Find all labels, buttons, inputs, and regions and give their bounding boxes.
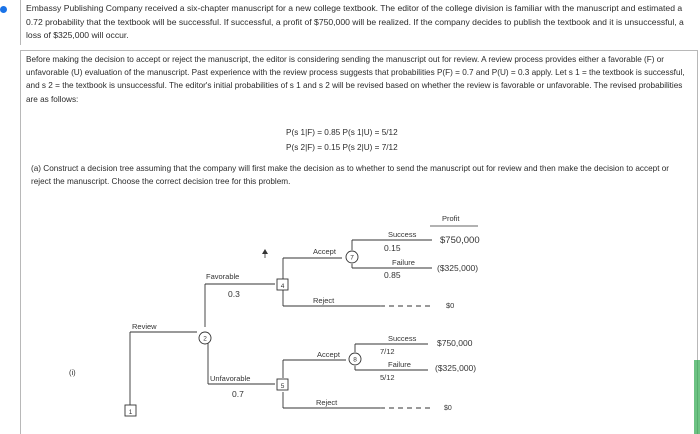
node-8-number: 8 (353, 356, 357, 364)
profit-failure-top: ($325,000) (437, 263, 479, 273)
success-top-prob: 0.15 (384, 243, 401, 253)
favorable-label: Favorable (206, 272, 240, 281)
success-bottom-label: Success (388, 334, 417, 343)
node-2-number: 2 (203, 335, 207, 343)
reject-top-label: Reject (313, 296, 335, 305)
profit-failure-bottom: ($325,000) (435, 363, 477, 373)
node-7-number: 7 (350, 254, 354, 262)
failure-top-label: Failure (392, 258, 415, 267)
node-1-number: 1 (128, 409, 133, 416)
question-a: (a) Construct a decision tree assuming that the company will first make the decision as to whether to send the manuscript out for review and then make the decision to accept or reject the manuscript. Choose the correct decision tree for this problem. (31, 164, 670, 186)
problem-intro: Embassy Publishing Company received a six-chapter manuscript for a new college textbook. The editor of the college division is familiar with the manuscript and estimated a 0.72 probability that the textbook will be successful. If successful, a profit of $750,000 will be realized. If the company decides to publish the textbook and it is unsuccessful, a loss of $325,000 will occur. (20, 0, 694, 45)
profit-success-bottom: $750,000 (437, 338, 473, 348)
review-label: Review (132, 322, 157, 331)
unfavorable-label: Unfavorable (210, 374, 251, 383)
profit-success-top: $750,000 (440, 235, 480, 246)
failure-top-prob: 0.85 (384, 270, 401, 280)
review-paragraph: Before making the decision to accept or reject the manuscript, the editor is considering sending the manuscript out for review. A review process provides either a favorable (F) or unfavorable (U) evaluation of the manuscript. Past experience with the review process suggests that probabilities P(F) = 0.7 and P(U) = 0.3 apply. Let s 1 = the textbook is successful, and s 2 = the textbook is unsuccessful. The editor's initial probabilities of s 1 and s 2 will be revised based on whether the review is favorable or unfavorable. The revised probabilities are as follows: (26, 55, 685, 104)
profit-header: Profit (442, 214, 460, 223)
success-bottom-prob: 7/12 (380, 347, 395, 356)
option-label[interactable]: (i) (69, 368, 76, 377)
profit-reject-top: $0 (446, 301, 455, 310)
unfavorable-prob: 0.7 (232, 389, 244, 399)
favorable-prob: 0.3 (228, 289, 240, 299)
node-4-number: 4 (280, 283, 285, 290)
prob-line-2: P(s 2|F) = 0.15 P(s 2|U) = 7/12 (286, 143, 398, 152)
profit-reject-bottom: $0 (444, 405, 452, 412)
failure-bottom-prob: 5/12 (380, 373, 395, 382)
reject-bottom-label: Reject (316, 398, 338, 407)
prob-line-1: P(s 1|F) = 0.85 P(s 1|U) = 5/12 (286, 128, 398, 137)
node-5-number: 5 (280, 383, 285, 390)
cursor-icon (262, 249, 268, 254)
accept-bottom-label: Accept (317, 350, 340, 359)
success-top-label: Success (388, 230, 417, 239)
accept-top-label: Accept (313, 247, 336, 256)
scrollbar-edge[interactable] (694, 360, 700, 434)
failure-bottom-label: Failure (388, 360, 411, 369)
